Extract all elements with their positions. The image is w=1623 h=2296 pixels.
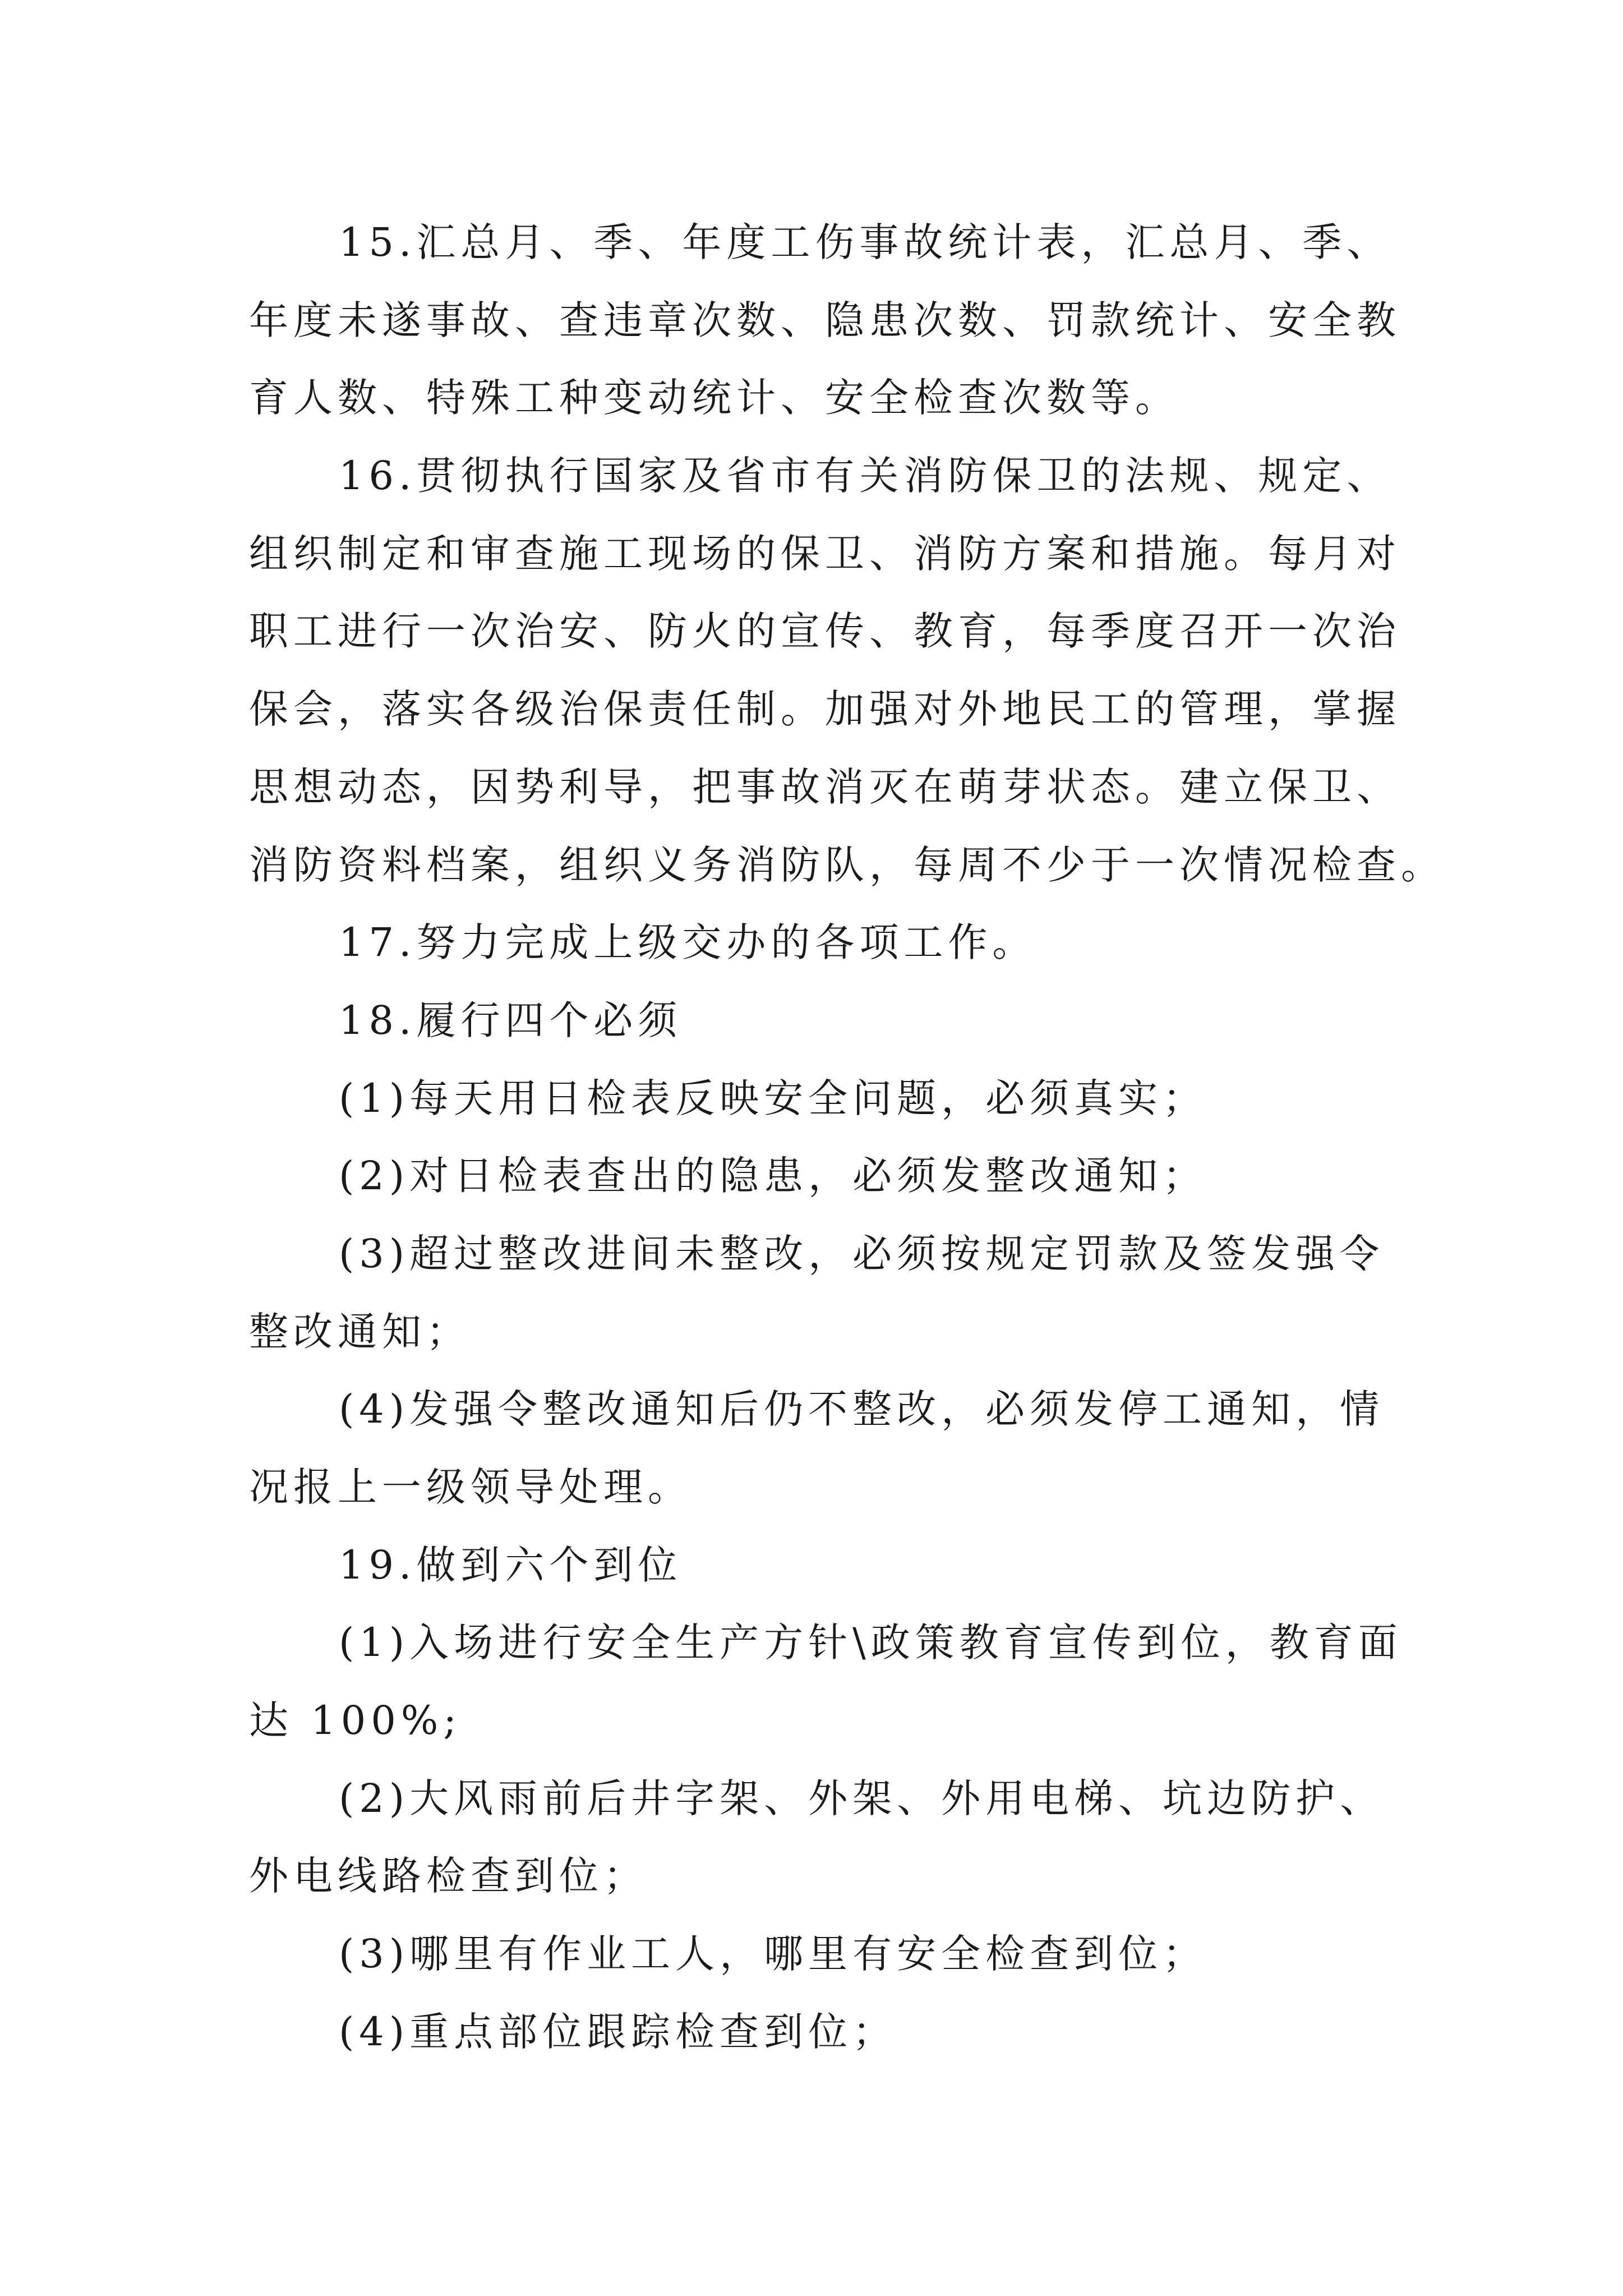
item-18-3-line-2: 整改通知； [249,1309,471,1355]
paragraph-15-line-1: 15.汇总月、季、年度工伤事故统计表，汇总月、季、 [339,219,1391,265]
item-18-1: (1)每天用日检表反映安全问题，必须真实； [339,1075,1207,1121]
item-19-2-line-2: 外电线路检查到位； [249,1853,648,1899]
paragraph-18-heading: 18.履行四个必须 [339,997,683,1043]
item-19-4: (4)重点部位跟踪检查到位； [339,2009,897,2055]
item-18-3-line-1: (3)超过整改进间未整改，必须按规定罚款及签发强令 [339,1231,1385,1277]
paragraph-16-line-1: 16.贯彻执行国家及省市有关消防保卫的法规、规定、 [339,453,1391,499]
paragraph-15-line-2: 年度未遂事故、查违章次数、隐患次数、罚款统计、安全教 [249,297,1401,343]
paragraph-16-line-6: 消防资料档案，组织义务消防队，每周不少于一次情况检查。 [249,842,1445,888]
paragraph-16-line-2: 组织制定和审查施工现场的保卫、消防方案和措施。每月对 [249,531,1401,577]
paragraph-16-line-3: 职工进行一次治安、防火的宣传、教育，每季度召开一次治 [249,608,1401,654]
paragraph-17: 17.努力完成上级交办的各项工作。 [339,919,1037,965]
item-19-2-line-1: (2)大风雨前后井字架、外架、外用电梯、坑边防护、 [339,1775,1385,1821]
item-19-1-line-2: 达 100%; [249,1697,462,1743]
item-19-1-line-1: (1)入场进行安全生产方针\政策教育宣传到位，教育面 [339,1619,1403,1665]
paragraph-19-heading: 19.做到六个到位 [339,1542,683,1588]
paragraph-16-line-4: 保会，落实各级治保责任制。加强对外地民工的管理，掌握 [249,686,1401,732]
item-19-3: (3)哪里有作业工人，哪里有安全检查到位； [339,1931,1207,1977]
item-18-4-line-1: (4)发强令整改通知后仍不整改，必须发停工通知，情 [339,1386,1385,1432]
item-18-2: (2)对日检表查出的隐患，必须发整改通知； [339,1153,1207,1199]
paragraph-15-line-3: 育人数、特殊工种变动统计、安全检查次数等。 [249,375,1179,421]
item-18-4-line-2: 况报上一级领导处理。 [249,1464,692,1510]
paragraph-16-line-5: 思想动态，因势利导，把事故消灭在萌芽状态。建立保卫、 [249,764,1401,810]
